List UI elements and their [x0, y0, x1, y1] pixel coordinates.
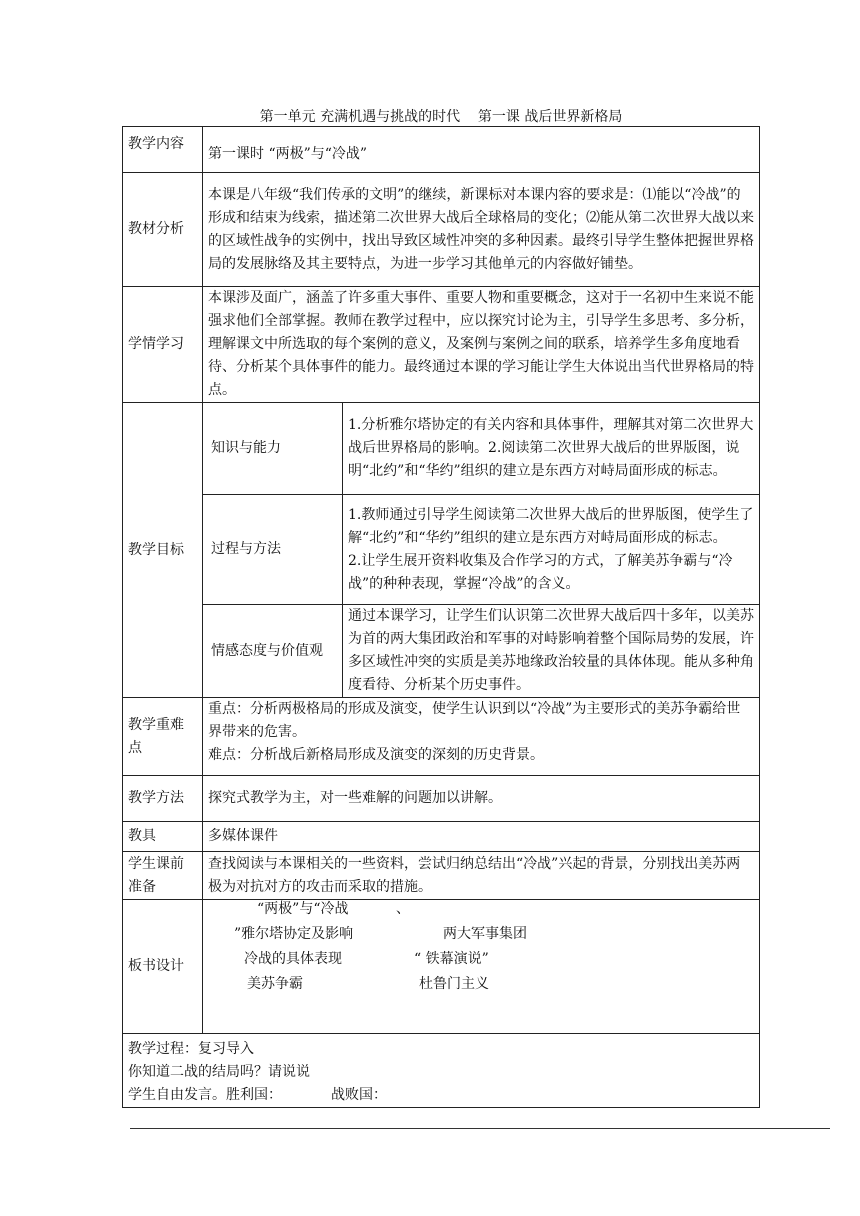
board-mark: 、	[396, 901, 410, 917]
board-design	[208, 900, 754, 1022]
label-content: 教学内容	[123, 127, 203, 173]
label-goals: 教学目标	[123, 403, 203, 698]
value-board	[203, 900, 760, 1034]
board-truman: 杜鲁门主义	[419, 976, 489, 992]
row-content	[123, 127, 760, 173]
row-board	[123, 900, 760, 1034]
lesson-plan-table	[122, 126, 760, 1108]
goal-label-process: 过程与方法	[203, 495, 343, 605]
row-goal-knowledge	[123, 403, 760, 495]
goal-process-line-1: 1.教师通过引导学生阅读第二次世界大战后的世界版图，使学生了解“北约”和“华约”组织的建立是东西方对峙局面形成的标志。	[348, 506, 754, 546]
value-prep: 查找阅读与本课相关的一些资料，尝试归纳总结出“冷战”兴起的背景，分别找出美苏两极为对抗对方的攻击而采取的措施。	[203, 852, 760, 900]
value-content: 第一课时 “两极”与“冷战”	[203, 127, 760, 173]
goal-emotion-line: 通过本课学习，让学生们认识第二次世界大战后四十多年，以美苏为首的两大集团政治和军事的对峙影响着整个国际局势的发展，许多区域性冲突的实质是美苏地缘政治较量的具体体现。能从多种角度看待、分析某个历史事件。	[348, 608, 754, 693]
document-title: 第一单元 充满机遇与挑战的时代 第一课 战后世界新格局	[259, 109, 623, 125]
label-prep: 学生课前准备	[123, 852, 203, 900]
process-line-2: 你知道二战的结局吗？请说说	[128, 1064, 310, 1080]
label-key-points: 教学重难点	[123, 698, 203, 776]
row-key-points	[123, 698, 760, 776]
row-learning	[123, 287, 760, 403]
process-line-1: 教学过程：复习导入	[128, 1041, 254, 1057]
label-board: 板书设计	[123, 900, 203, 1034]
label-analysis: 教材分析	[123, 173, 203, 287]
board-yalta: ”雅尔塔协定及影响	[234, 926, 354, 942]
board-blocs: 两大军事集团	[443, 926, 527, 942]
label-tools: 教具	[123, 822, 203, 852]
goal-process-line-2: 2.让学生展开资料收集及合作学习的方式，了解美苏争霸与“冷战”的种种表现，掌握“冷战”的含义。	[348, 552, 733, 592]
goal-label-knowledge: 知识与能力	[203, 403, 343, 495]
process-line-3: 学生自由发言。胜利国： 战败国：	[128, 1087, 387, 1103]
board-iron-curtain: “ 铁幕演说”	[414, 951, 489, 967]
goal-knowledge-line: 1.分析雅尔塔协定的有关内容和具体事件，理解其对第二次世界大战后世界格局的影响。2.阅读第二次世界大战后的世界版图，说明“北约”和“华约”组织的建立是东西方对峙局面形成的标志。	[348, 417, 754, 479]
goal-value-knowledge	[343, 403, 760, 495]
key-point-line: 重点：分析两极格局的形成及演变，使学生认识到以“冷战”为主要形式的美苏争霸给世界带来的危害。	[208, 701, 741, 740]
value-analysis: 本课是八年级“我们传承的文明”的继续，新课标对本课内容的要求是：⑴能以“冷战”的形成和结束为线索，描述第二次世界大战后全球格局的变化；⑵能从第二次世界大战以来的区域性战争的实例中，找出导致区域性冲突的多种因素。最终引导学生整体把握世界格局的发展脉络及其主要特点，为进一步学习其他单元的内容做好铺垫。	[203, 173, 760, 287]
row-prep	[123, 852, 760, 900]
board-coldwar-forms: 冷战的具体表现	[244, 951, 342, 967]
row-analysis	[123, 173, 760, 287]
board-title: “两极”与“冷战	[257, 901, 349, 917]
goal-value-emotion	[343, 605, 760, 698]
difficulty-line: 难点：分析战后新格局形成及演变的深刻的历史背景。	[208, 747, 544, 763]
row-method	[123, 776, 760, 822]
row-goal-emotion	[123, 605, 760, 698]
label-method: 教学方法	[123, 776, 203, 822]
page-footer-rule	[130, 1128, 830, 1129]
goal-label-emotion: 情感态度与价值观	[203, 605, 343, 698]
value-process	[123, 1034, 760, 1108]
board-rivalry: 美苏争霸	[247, 976, 303, 992]
value-method: 探究式教学为主，对一些难解的问题加以讲解。	[203, 776, 760, 822]
row-tools	[123, 822, 760, 852]
goal-value-process	[343, 495, 760, 605]
value-tools: 多媒体课件	[203, 822, 760, 852]
label-learning: 学情学习	[123, 287, 203, 403]
value-key-points	[203, 698, 760, 776]
value-learning: 本课涉及面广，涵盖了许多重大事件、重要人物和重要概念，这对于一名初中生来说不能强求他们全部掌握。教师在教学过程中，应以探究讨论为主，引导学生多思考、多分析，理解课文中所选取的每个案例的意义，及案例与案例之间的联系，培养学生多角度地看待、分析某个具体事件的能力。最终通过本课的学习能让学生大体说出当代世界格局的特点。	[203, 287, 760, 403]
row-goal-process	[123, 495, 760, 605]
row-process	[123, 1034, 760, 1108]
